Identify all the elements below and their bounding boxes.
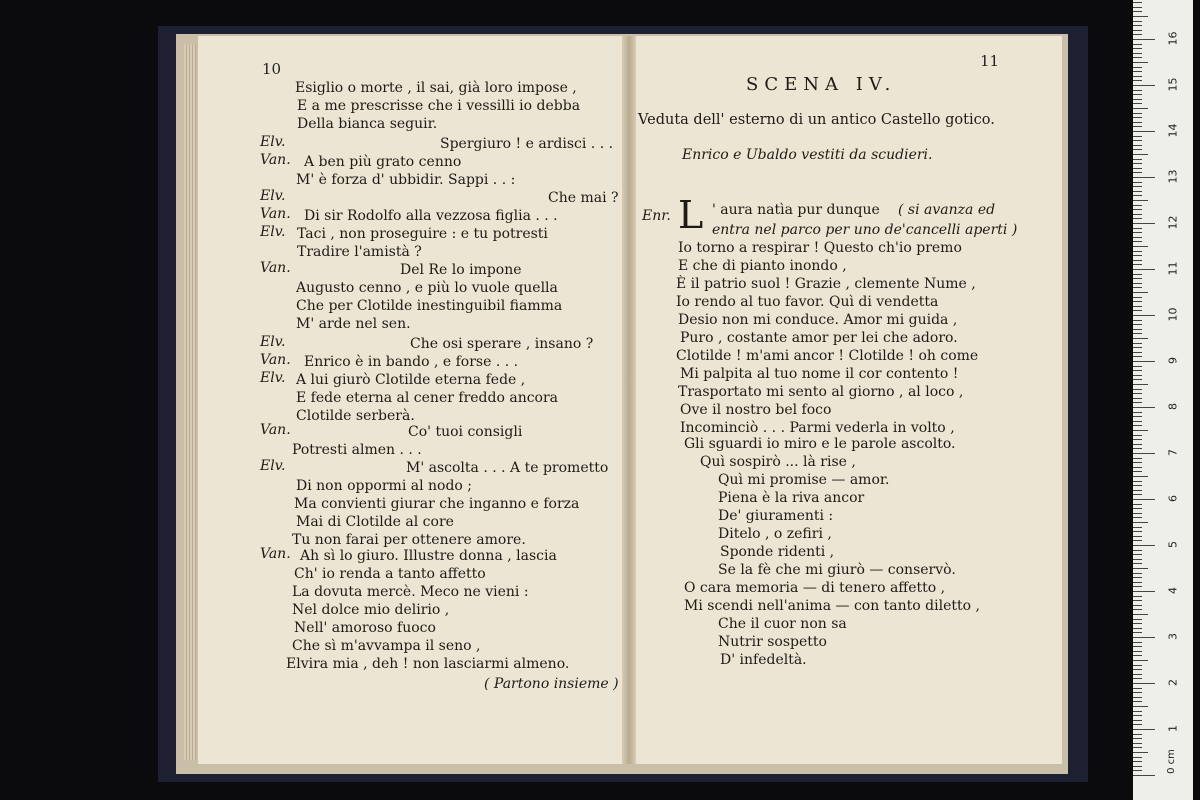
ruler-tick [1133, 163, 1142, 164]
verse-line: È il patrio suol ! Grazie , clemente Nume , [676, 276, 976, 292]
ruler-tick [1133, 136, 1142, 137]
ruler-tick [1133, 324, 1142, 325]
ruler-tick [1133, 379, 1142, 380]
verse-line: Mi scendi nell'anima — con tanto diletto , [684, 598, 980, 614]
ruler-tick [1133, 34, 1142, 35]
ruler-tick [1133, 11, 1142, 12]
stage-direction: ( si avanza ed [898, 202, 996, 218]
ruler-tick [1133, 209, 1142, 210]
right-page [630, 36, 1062, 764]
ruler-tick [1133, 283, 1142, 284]
ruler-tick [1133, 57, 1142, 58]
ruler-tick [1133, 338, 1148, 339]
ruler-tick [1133, 573, 1142, 574]
ruler-tick [1133, 577, 1142, 578]
ruler-tick [1133, 545, 1155, 546]
ruler-tick [1133, 550, 1142, 551]
ruler-tick [1133, 582, 1142, 583]
ruler-tick [1133, 90, 1142, 91]
ruler-tick [1133, 122, 1142, 123]
ruler-tick [1133, 154, 1148, 155]
ruler-tick [1133, 370, 1142, 371]
verse-line: M' arde nel sen. [296, 316, 411, 332]
ruler-tick [1133, 605, 1142, 606]
ruler-tick [1133, 241, 1142, 242]
ruler-tick [1133, 563, 1142, 564]
verse-line: Nell' amoroso fuoco [294, 620, 436, 636]
ruler-tick [1133, 347, 1142, 348]
ruler-tick [1133, 444, 1142, 445]
ruler-tick [1133, 775, 1155, 776]
verse-line: Nel dolce mio delirio , [292, 602, 450, 618]
ruler-tick [1133, 757, 1142, 758]
ruler-tick [1133, 499, 1155, 500]
ruler-tick [1133, 149, 1142, 150]
ruler-tick [1133, 513, 1142, 514]
verse-line: M' ascolta . . . A te prometto [406, 460, 609, 476]
verse-line: Nutrir sospetto [718, 634, 827, 650]
ruler-tick [1133, 218, 1142, 219]
verse-line: E a me prescrisse che i vessilli io debba [297, 98, 581, 114]
ruler-tick [1133, 554, 1142, 555]
stage-direction: entra nel parco per uno de'cancelli aperti ) [712, 222, 1018, 238]
stage-direction: ( Partono insieme ) [484, 676, 619, 692]
verse-line: Gli sguardi io miro e le parole ascolto. [684, 436, 956, 452]
ruler-tick [1133, 223, 1155, 224]
ruler-number: 8 [1166, 403, 1180, 410]
verse-line: A lui giurò Clotilde eterna fede , [296, 372, 526, 388]
ruler-tick [1133, 398, 1142, 399]
ruler-tick [1133, 255, 1142, 256]
ruler-tick [1133, 600, 1142, 601]
ruler-tick [1133, 453, 1155, 454]
ruler-tick [1133, 393, 1142, 394]
ruler-tick [1133, 260, 1142, 261]
ruler-tick [1133, 421, 1142, 422]
ruler-tick [1133, 329, 1142, 330]
ruler-tick [1133, 568, 1148, 569]
verse-line: Esiglio o morte , il sai, già loro impose , [295, 80, 577, 96]
ruler-tick [1133, 720, 1142, 721]
verse-line: Mi palpita al tuo nome il cor contento ! [680, 366, 959, 382]
ruler-number: 3 [1166, 633, 1180, 640]
speaker-label: Van. [260, 546, 291, 562]
verse-line: Trasportato mi sento al giorno , al loco , [678, 384, 964, 400]
verse-line: A ben più grato cenno [304, 154, 462, 170]
ruler-tick [1133, 660, 1148, 661]
ruler-tick [1133, 481, 1142, 482]
ruler-number: 6 [1166, 495, 1180, 502]
ruler-tick [1133, 715, 1142, 716]
speaker-label: Elv. [260, 134, 286, 150]
ruler-tick [1133, 508, 1142, 509]
verse-line: D' infedeltà. [720, 652, 807, 668]
ruler-tick [1133, 21, 1142, 22]
ruler-number: 2 [1166, 679, 1180, 686]
verse-line: ' aura natìa pur dunque [712, 202, 880, 218]
verse-line: Io rendo al tuo favor. Quì di vendetta [676, 294, 939, 310]
speaker-label: Elv. [260, 188, 286, 204]
ruler-tick [1133, 504, 1142, 505]
verse-line: Incominciò . . . Parmi vederla in volto , [680, 420, 955, 436]
ruler-tick [1133, 747, 1142, 748]
verse-line: Di sir Rodolfo alla vezzosa figlia . . . [304, 208, 558, 224]
verse-line: Clotilde ! m'ami ancor ! Clotilde ! oh come [676, 348, 979, 364]
ruler-tick [1133, 315, 1155, 316]
ruler-tick [1133, 669, 1142, 670]
ruler-tick [1133, 586, 1142, 587]
ruler-tick [1133, 361, 1155, 362]
ruler-tick [1133, 25, 1142, 26]
speaker-label: Van. [260, 152, 291, 168]
ruler-tick [1133, 430, 1148, 431]
ruler-tick [1133, 697, 1142, 698]
ruler-number: 11 [1166, 261, 1180, 276]
ruler-tick [1133, 665, 1142, 666]
verse-line: Tradire l'amistà ? [297, 244, 422, 260]
ruler-tick [1133, 642, 1142, 643]
ruler-tick [1133, 232, 1142, 233]
ruler-tick [1133, 62, 1148, 63]
verse-line: Del Re lo impone [400, 262, 522, 278]
verse-line: Ove il nostro bel foco [680, 402, 832, 418]
ruler-tick [1133, 614, 1148, 615]
verse-line: Enrico è in bando , e forse . . . [304, 354, 519, 370]
ruler-tick [1133, 356, 1142, 357]
ruler-number: 10 [1166, 307, 1180, 322]
ruler-tick [1133, 264, 1142, 265]
ruler-tick [1133, 467, 1142, 468]
ruler-tick [1133, 94, 1142, 95]
ruler-tick [1133, 522, 1148, 523]
ruler-tick [1133, 246, 1148, 247]
verse-line: Quì sospirò ... là rise , [700, 454, 856, 470]
ruler-number: 15 [1166, 77, 1180, 92]
ruler-tick [1133, 168, 1142, 169]
speaker-label: Elv. [260, 224, 286, 240]
ruler-tick [1133, 117, 1142, 118]
ruler-tick [1133, 352, 1142, 353]
ruler-tick [1133, 531, 1142, 532]
ruler-tick [1133, 228, 1142, 229]
verse-line: Desio non mi conduce. Amor mi guida , [678, 312, 958, 328]
ruler-tick [1133, 701, 1142, 702]
verse-line: Che per Clotilde inestinguibil fiamma [296, 298, 563, 314]
ruler-tick [1133, 517, 1142, 518]
verse-line: Co' tuoi consigli [408, 424, 523, 440]
ruler-number: 12 [1166, 215, 1180, 230]
ruler-tick [1133, 126, 1142, 127]
ruler-tick [1133, 536, 1142, 537]
ruler-number: 7 [1166, 449, 1180, 456]
speaker-label: Van. [260, 206, 291, 222]
ruler-tick [1133, 333, 1142, 334]
ruler-tick [1133, 297, 1142, 298]
ruler-tick [1133, 439, 1142, 440]
verse-line: Taci , non proseguire : e tu potresti [297, 226, 548, 242]
verse-line: M' è forza d' ubbidir. Sappi . . : [296, 172, 516, 188]
verse-line: Che mai ? [548, 190, 619, 206]
ruler-tick [1133, 692, 1142, 693]
ruler-tick [1133, 412, 1142, 413]
verse-line: Augusto cenno , e più lo vuole quella [296, 280, 558, 296]
verse-line: Ch' io renda a tanto affetto [294, 566, 486, 582]
ruler-tick [1133, 596, 1142, 597]
verse-line: De' giuramenti : [718, 508, 834, 524]
ruler-tick [1133, 108, 1148, 109]
ruler-tick [1133, 214, 1142, 215]
ruler-tick [1133, 389, 1142, 390]
ruler-number: 5 [1166, 541, 1180, 548]
speaker-label: Van. [260, 352, 291, 368]
ruler-tick [1133, 287, 1142, 288]
speaker-label: Elv. [260, 458, 286, 474]
ruler-tick [1133, 7, 1142, 8]
verse-line: Se la fè che mi giurò — conservò. [718, 562, 956, 578]
ruler-tick [1133, 366, 1142, 367]
ruler-number: 4 [1166, 587, 1180, 594]
measurement-ruler [1133, 0, 1193, 800]
ruler-tick [1133, 485, 1142, 486]
ruler-tick [1133, 471, 1142, 472]
ruler-tick [1133, 113, 1142, 114]
ruler-tick [1133, 30, 1142, 31]
verse-line: Ma convienti giurar che inganno e forza [294, 496, 580, 512]
verse-line: Piena è la riva ancor [718, 490, 865, 506]
ruler-tick [1133, 674, 1142, 675]
ruler-tick [1133, 53, 1142, 54]
ruler-tick [1133, 527, 1142, 528]
verse-line: O cara memoria — di tenero affetto , [684, 580, 946, 596]
ruler-tick [1133, 407, 1155, 408]
verse-line: Della bianca seguir. [297, 116, 438, 132]
speaker-enr: Enr. [642, 208, 671, 224]
ruler-tick [1133, 619, 1142, 620]
ruler-tick [1133, 186, 1142, 187]
ruler-number: 16 [1166, 31, 1180, 46]
ruler-tick [1133, 48, 1142, 49]
ruler-tick [1133, 177, 1155, 178]
ruler-tick [1133, 435, 1142, 436]
verse-line: Io torno a respirar ! Questo ch'io premo [678, 240, 962, 256]
ruler-tick [1133, 99, 1142, 100]
ruler-tick [1133, 476, 1148, 477]
ruler-tick [1133, 172, 1142, 173]
ruler-tick [1133, 76, 1142, 77]
ruler-tick [1133, 494, 1142, 495]
ruler-tick [1133, 729, 1155, 730]
ruler-tick [1133, 375, 1142, 376]
left-page-number: 10 [262, 60, 282, 78]
ruler-tick [1133, 651, 1142, 652]
ruler-tick [1133, 301, 1142, 302]
ruler-tick [1133, 706, 1148, 707]
ruler-tick [1133, 738, 1142, 739]
verse-line: Che il cuor non sa [718, 616, 847, 632]
ruler-tick [1133, 278, 1142, 279]
verse-line: Che sì m'avvampa il seno , [292, 638, 481, 654]
speaker-label: Van. [260, 260, 291, 276]
ruler-tick [1133, 628, 1142, 629]
verse-line: Mai di Clotilde al core [296, 514, 454, 530]
verse-line: Che osi sperare , insano ? [410, 336, 594, 352]
ruler-tick [1133, 609, 1142, 610]
ruler-tick [1133, 448, 1142, 449]
ruler-tick [1133, 416, 1142, 417]
ruler-tick [1133, 145, 1142, 146]
verse-line: Di non oppormi al nodo ; [296, 478, 473, 494]
scene-title: SCENA IV. [746, 74, 897, 95]
ruler-tick [1133, 770, 1142, 771]
ruler-tick [1133, 39, 1155, 40]
verse-line: Ditelo , o zefiri , [718, 526, 832, 542]
verse-line: Ah sì lo giuro. Illustre donna , lascia [300, 548, 557, 564]
ruler-tick [1133, 140, 1142, 141]
ruler-tick [1133, 734, 1142, 735]
ruler-tick [1133, 540, 1142, 541]
page-edges [184, 44, 196, 760]
ruler-tick [1133, 343, 1142, 344]
verse-line: E fede eterna al cener freddo ancora [296, 390, 559, 406]
ruler-tick [1133, 80, 1142, 81]
verse-line: Quì mi promise — amor. [718, 472, 890, 488]
ruler-number: 1 [1166, 725, 1180, 732]
ruler-tick [1133, 766, 1142, 767]
ruler-tick [1133, 191, 1142, 192]
ruler-tick [1133, 205, 1142, 206]
ruler-tick [1133, 402, 1142, 403]
ruler-number: 13 [1166, 169, 1180, 184]
drop-cap: L [678, 193, 704, 237]
ruler-tick [1133, 724, 1142, 725]
verse-line: E che di pianto inondo , [678, 258, 847, 274]
ruler-number: 14 [1166, 123, 1180, 138]
ruler-tick [1133, 306, 1142, 307]
ruler-tick [1133, 85, 1155, 86]
ruler-tick [1133, 159, 1142, 160]
ruler-tick [1133, 320, 1142, 321]
ruler-tick [1133, 655, 1142, 656]
verse-line: Spergiuro ! e ardisci . . . [440, 136, 614, 152]
ruler-tick [1133, 743, 1142, 744]
ruler-tick [1133, 71, 1142, 72]
ruler-tick [1133, 384, 1148, 385]
ruler-tick [1133, 683, 1155, 684]
ruler-tick [1133, 182, 1142, 183]
ruler-tick [1133, 425, 1142, 426]
ruler-tick [1133, 711, 1142, 712]
verse-line: La dovuta mercè. Meco ne vieni : [292, 584, 529, 600]
ruler-unit: 0 cm [1165, 749, 1177, 774]
ruler-tick [1133, 44, 1142, 45]
ruler-tick [1133, 274, 1142, 275]
scene-characters: Enrico e Ubaldo vestiti da scudieri. [682, 147, 933, 163]
verse-line: Potresti almen . . . [292, 442, 422, 458]
ruler-tick [1133, 251, 1142, 252]
speaker-label: Van. [260, 422, 291, 438]
ruler-tick [1133, 269, 1155, 270]
ruler-tick [1133, 637, 1155, 638]
ruler-tick [1133, 623, 1142, 624]
ruler-tick [1133, 678, 1142, 679]
ruler-tick [1133, 688, 1142, 689]
right-page-number: 11 [980, 52, 1000, 70]
scene-setting: Veduta dell' esterno di un antico Castello gotico. [638, 112, 995, 128]
ruler-tick [1133, 646, 1142, 647]
ruler-number [1167, 0, 1180, 3]
ruler-tick [1133, 237, 1142, 238]
ruler-tick [1133, 2, 1142, 3]
ruler-tick [1133, 16, 1148, 17]
ruler-tick [1133, 591, 1155, 592]
ruler-tick [1133, 490, 1142, 491]
ruler-tick [1133, 67, 1142, 68]
ruler-tick [1133, 292, 1148, 293]
ruler-tick [1133, 310, 1142, 311]
ruler-tick [1133, 559, 1142, 560]
verse-line: Elvira mia , deh ! non lasciarmi almeno. [286, 656, 570, 672]
ruler-tick [1133, 632, 1142, 633]
ruler-tick [1133, 195, 1142, 196]
ruler-tick [1133, 752, 1148, 753]
speaker-label: Elv. [260, 370, 286, 386]
ruler-tick [1133, 458, 1142, 459]
verse-line: Puro , costante amor per lei che adoro. [680, 330, 958, 346]
verse-line: Sponde ridenti , [720, 544, 835, 560]
ruler-tick [1133, 131, 1155, 132]
ruler-number: 9 [1166, 357, 1180, 364]
speaker-label: Elv. [260, 334, 286, 350]
ruler-tick [1133, 103, 1142, 104]
verse-line: Clotilde serberà. [296, 408, 415, 424]
verse-line: Tu non farai per ottenere amore. [292, 532, 526, 548]
ruler-tick [1133, 462, 1142, 463]
ruler-tick [1133, 200, 1148, 201]
book-gutter [622, 36, 636, 764]
ruler-tick [1133, 761, 1142, 762]
